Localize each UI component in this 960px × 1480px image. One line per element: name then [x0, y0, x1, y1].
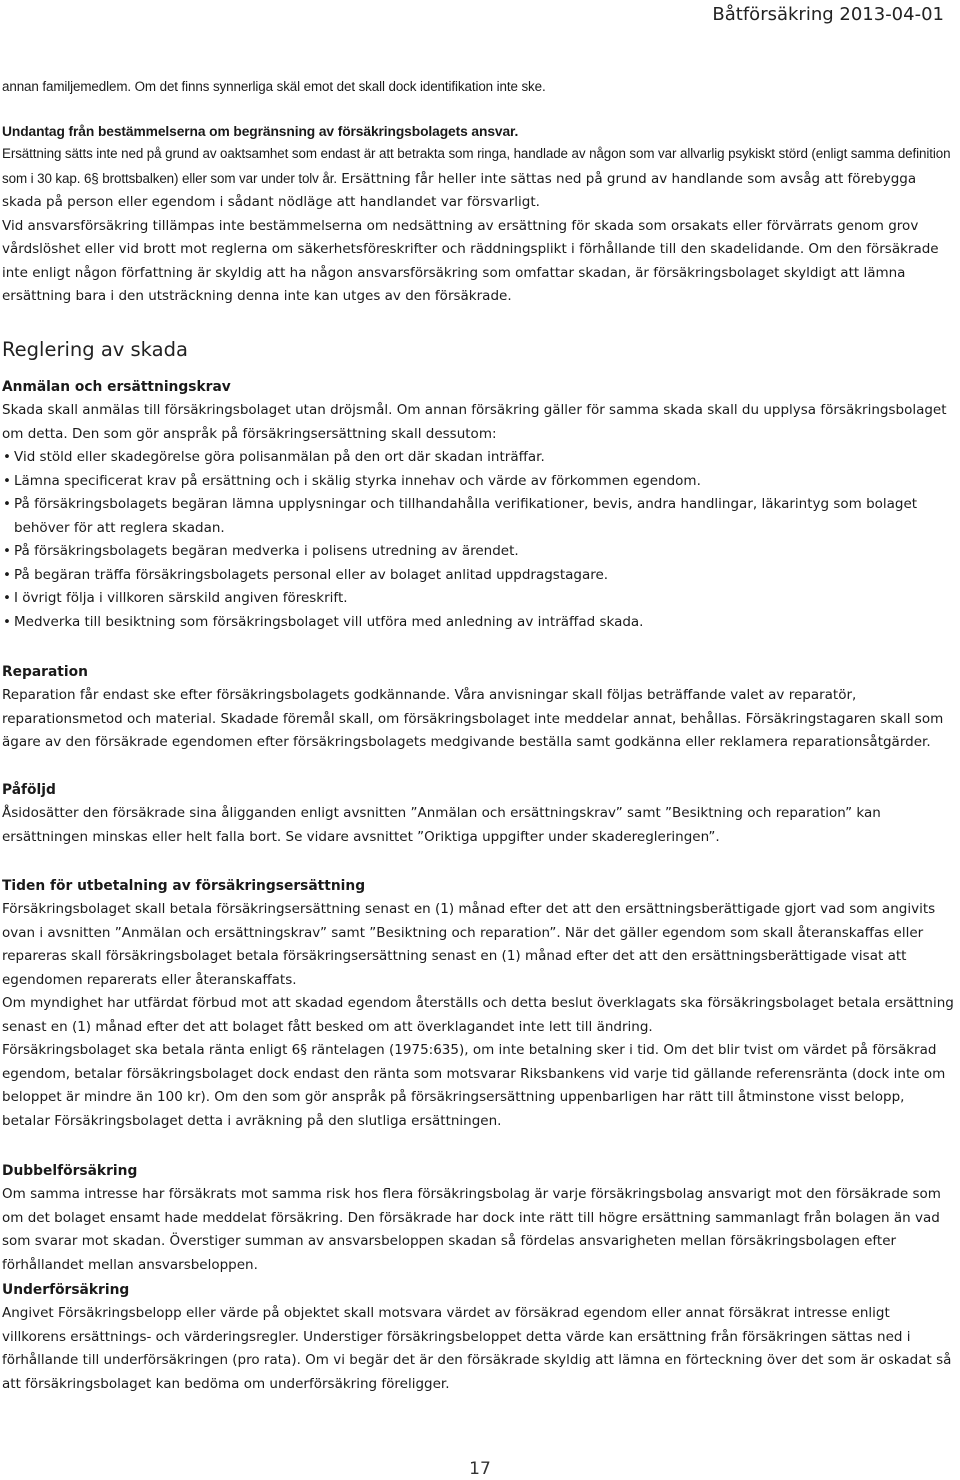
underinsurance-section	[2, 1279, 954, 1396]
list-item	[2, 493, 954, 540]
notice-bullet-list	[2, 446, 954, 634]
double-insurance-paragraph: Om samma intresse har försäkrats mot samma risk hos flera försäkringsbolag är varje försäkringsbolag ansvarigt mot den försäkrade som om det bolaget ensamt hade meddelat försäkring. Den försäkrade har dock inte rätt till högre ersättning sammanlagt från bolagen än vad som svarar mot skadan. Överstiger summan av ansvarsbeloppen skadan så fördelas ansvarigheten mellan försäkringsbolagen efter förhållandet mellan ansvarsbeloppen.	[2, 1186, 941, 1273]
repair-section	[2, 661, 954, 755]
bullet-icon: •	[3, 449, 11, 465]
document-header-title: Båtförsäkring 2013-04-01	[712, 4, 944, 25]
intro-paragraph: annan familjemedlem. Om det finns synnerliga skäl emot det skall dock identifikation inte ske.	[2, 79, 546, 94]
repair-paragraph: Reparation får endast ske efter försäkringsbolagets godkännande. Våra anvisningar skall följas beträffande valet av reparatör, reparationsmetod och material. Skadade föremål skall, om försäkringsbolaget inte meddelar annat, behållas. Försäkringstagaren skall som ägare av den försäkrade egendomen efter försäkringsbolagets medgivande beställa samt godkänna eller reklamera reparationsåtgärder.	[2, 687, 944, 750]
underinsurance-paragraph: Angivet Försäkringsbelopp eller värde på objektet skall motsvara värdet av försäkrad egendom eller annat försäkrat intresse enligt villkorens ersättnings- och värderingsregler. Understiger försäkringsbeloppet detta värde kan ersättning från försäkringen sättas ned i förhållande till underförsäkringen (pro rata). Om vi begär det är den försäkrade skyldig att lämna en förteckning över det som är oskadat så att försäkringsbolaget kan bedöma om underförsäkring föreligger.	[2, 1305, 952, 1392]
payment-time-paragraph-1: Försäkringsbolaget skall betala försäkringsersättning senast en (1) månad efter det att den ersättningsberättigade gjort vad som angivits ovan i avsnitten ”Anmälan och ersättningskrav” samt ”Besiktning och reparation”. När det gäller egendom som skall återanskaffas eller repareras skall försäkringsbolaget betala försäkringsersättning senast en (1) månad efter det att den ersättningsberättigade visat att egendomen reparerats eller återanskaffats.	[2, 901, 936, 988]
consequence-heading: Påföljd	[2, 782, 56, 798]
notice-paragraph: Skada skall anmälas till försäkringsbolaget utan dröjsmål. Om annan försäkring gäller för samma skada skall du upplysa försäkringsbolaget om detta. Den som gör anspråk på försäkringsersättning skall dessutom:	[2, 402, 947, 442]
page-number: 17	[469, 1459, 491, 1479]
intro-section	[2, 75, 954, 99]
list-item-text: Medverka till besiktning som försäkringsbolaget vill utföra med anledning av inträffad skada.	[14, 613, 644, 630]
bullet-icon: •	[3, 590, 11, 606]
list-item	[2, 446, 954, 470]
list-item	[2, 564, 954, 588]
double-insurance-section	[2, 1160, 954, 1277]
exception-paragraph	[2, 142, 954, 215]
payment-time-section	[2, 875, 954, 1133]
exception-paragraph-2: Vid ansvarsförsäkring tillämpas inte bestämmelserna om nedsättning av ersättning för skada som orsakats eller förvärrats genom grov vårdslöshet eller vid brott mot reglerna om säkerhetsföreskrifter och räddningsplikt i förhållande till den skadelidande. Om den försäkrade inte enligt någon författning är skyldig att ha någon ansvarsförsäkring som omfattar skadan, är försäkringsbolaget skyldigt att lämna ersättning bara i den utsträckning denna inte kan utges av den försäkrade.	[2, 217, 939, 304]
double-insurance-heading: Dubbelförsäkring	[2, 1163, 138, 1179]
notice-heading: Anmälan och ersättningskrav	[2, 379, 231, 395]
list-item	[2, 611, 954, 635]
consequence-section	[2, 779, 954, 849]
exception-section	[2, 120, 954, 309]
list-item-text: På försäkringsbolagets begäran medverka i polisens utredning av ärendet.	[14, 543, 519, 559]
bullet-icon: •	[3, 613, 11, 630]
list-item-text: Lämna specificerat krav på ersättning och i skälig styrka innehav och värde av förkommen egendom.	[14, 472, 701, 489]
repair-heading: Reparation	[2, 664, 88, 680]
exception-heading: Undantag från bestämmelserna om begränsning av försäkringsbolagets ansvar.	[2, 124, 519, 139]
list-item-text: I övrigt följa i villkoren särskild angiven föreskrift.	[14, 590, 348, 606]
bullet-icon: •	[3, 543, 11, 559]
exception-text-sans: Ersättning sätts inte ned på grund av oaktsamhet som endast är att betrakta som ringa, handlade av någon som var allvarlig psykiskt störd (enligt samma definition som i 30 kap. 6§ brottsbalken) eller som var under tolv år.	[2, 146, 951, 186]
payment-time-heading: Tiden för utbetalning av försäkringsersättning	[2, 878, 366, 894]
list-item-text: På försäkringsbolagets begäran lämna upplysningar och tillhandahålla verifikationer, bevis, andra handlingar, läkarintyg som bolaget behöver för att reglera skadan.	[14, 496, 918, 536]
underinsurance-heading: Underförsäkring	[2, 1282, 130, 1298]
exception-text-main: Ersättning får heller inte sättas ned på grund av handlande som avsåg att förebygga skada på person eller egendom i sådant nödläge att handlandet var försvarligt.	[2, 170, 917, 210]
list-item-text: På begäran träffa försäkringsbolagets personal eller av bolaget anlitad uppdragstagare.	[14, 566, 609, 583]
bullet-icon: •	[3, 496, 11, 512]
consequence-paragraph: Åsidosätter den försäkrade sina åligganden enligt avsnitten ”Anmälan och ersättningskrav” samt ”Besiktning och reparation” kan ersättningen minskas eller helt falla bort. Se vidare avsnittet ”Oriktiga uppgifter under skaderegleringen”.	[2, 805, 881, 845]
bullet-icon: •	[3, 566, 11, 583]
notice-section	[2, 376, 954, 634]
section-title: Reglering av skada	[2, 338, 188, 361]
list-item	[2, 470, 954, 494]
bullet-icon: •	[3, 472, 11, 489]
payment-time-paragraph-2: Om myndighet har utfärdat förbud mot att skadad egendom återställs och detta beslut överklagats ska försäkringsbolaget betala ersättning senast en (1) månad efter det att bolaget fått besked om att överklagandet inte lett till ändring.	[2, 995, 954, 1035]
list-item-text: Vid stöld eller skadegörelse göra polisanmälan på den ort där skadan inträffar.	[14, 449, 545, 465]
payment-time-paragraph-3: Försäkringsbolaget ska betala ränta enligt 6§ räntelagen (1975:635), om inte betalning sker i tid. Om det blir tvist om värdet på försäkrad egendom, betalar försäkringsbolaget dock endast den ränta som motsvarar Riksbankens vid varje tid gällande referensränta (dock inte om beloppet är mindre än 100 kr). Om den som gör anspråk på försäkringsersättning uppenbarligen har rätt till åtminstone visst belopp, betalar Försäkringsbolaget detta i avräkning på den slutliga ersättningen.	[2, 1042, 946, 1129]
list-item	[2, 587, 954, 611]
list-item	[2, 540, 954, 564]
